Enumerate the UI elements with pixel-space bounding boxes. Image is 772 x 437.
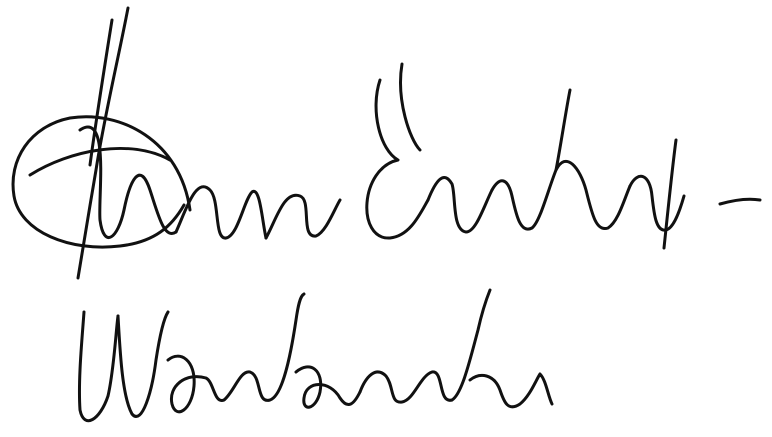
signature-line2-stroke-b [118,312,168,416]
signature-line2-stroke-c [168,356,224,412]
signature-line1-stroke-d [367,80,428,238]
signature-line1-stroke-i [630,176,684,230]
signature-line2-stroke-a [79,312,118,421]
signature-tall-stroke [78,8,128,278]
signature-line2-stroke-d [224,294,304,400]
signature-line1-stroke-f [428,177,492,232]
signature-dash-stroke [720,199,760,204]
signature-line1-stroke-e [401,64,420,150]
signature-line1-stroke-g [492,90,570,229]
signature-strokes [13,8,760,421]
signature-line1-stroke-b [176,187,266,238]
signature-line2-stroke-e [296,367,360,407]
signature-line1-stroke-h [556,161,630,228]
signature-line1-stroke-j [664,140,676,248]
signature-line2-stroke-h [470,374,552,407]
signature-line2-stroke-f [360,372,452,402]
signature-line2-stroke-g [452,290,490,400]
signature-line1-stroke-c [266,195,340,238]
